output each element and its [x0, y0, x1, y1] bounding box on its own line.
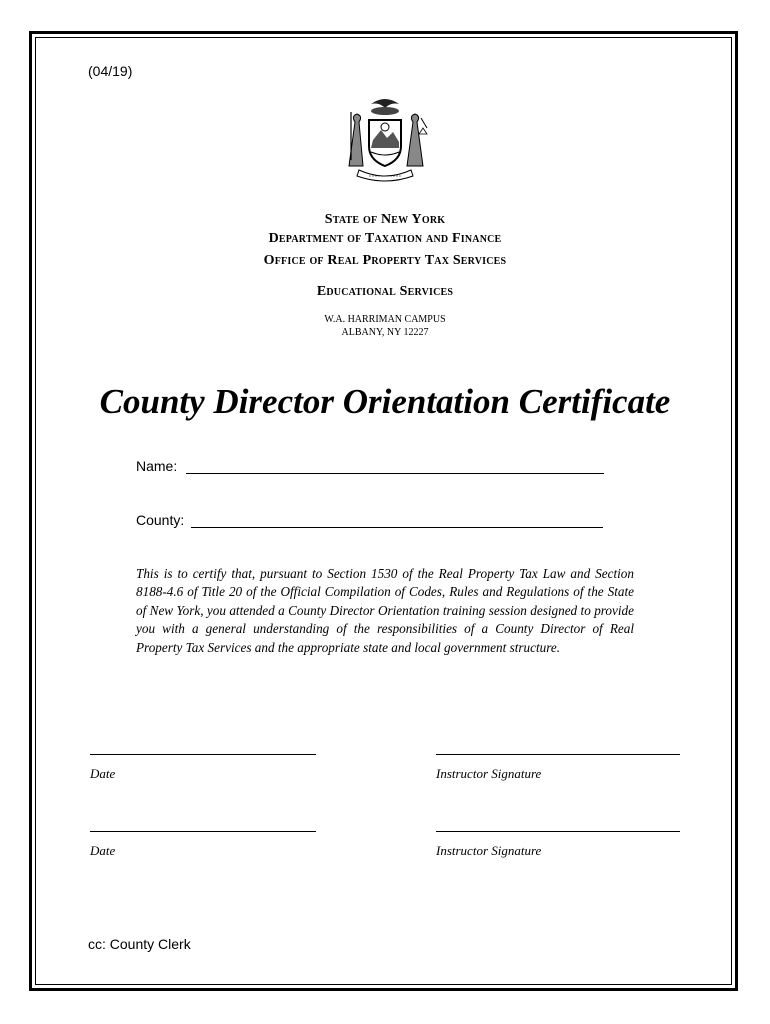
state-seal-icon	[341, 94, 429, 184]
header-department: Department of Taxation and Finance	[268, 231, 502, 246]
date-label-2: Date	[90, 843, 116, 858]
instructor-signature-line-2[interactable]	[436, 831, 680, 832]
header-office: Office of Real Property Tax Services	[263, 253, 507, 268]
name-label: Name:	[136, 458, 178, 474]
header-campus: W.A. HARRIMAN CAMPUS	[324, 314, 446, 325]
instructor-signature-label-2: Instructor Signature	[436, 843, 542, 858]
header-state: State of New York	[324, 212, 446, 227]
date-label-1: Date	[90, 766, 116, 781]
date-line-1[interactable]	[90, 754, 316, 755]
instructor-signature-line-1[interactable]	[436, 754, 680, 755]
county-label: County:	[136, 512, 185, 528]
county-input-line[interactable]	[191, 527, 603, 528]
cc-note: cc: County Clerk	[88, 936, 191, 952]
name-input-line[interactable]	[186, 473, 604, 474]
form-number: (04/19)	[88, 63, 133, 79]
header-division: Educational Services	[316, 284, 454, 299]
header-city: ALBANY, NY 12227	[341, 327, 429, 338]
certification-paragraph: This is to certify that, pursuant to Section 1530 of the Real Property Tax Law and Section 8188-4.6 of Title 20 of the Official Compilation of Codes, Rules and Regulations of the State of New York, you attended a County Director Orientation training session designed to provide you with a general understanding of the responsibilities of a County Director of Real Property Tax Services and the appropriate state and local government structure.	[136, 566, 634, 655]
certificate-title: County Director Orientation Certificate	[99, 382, 671, 421]
instructor-signature-label-1: Instructor Signature	[436, 766, 542, 781]
date-line-2[interactable]	[90, 831, 316, 832]
